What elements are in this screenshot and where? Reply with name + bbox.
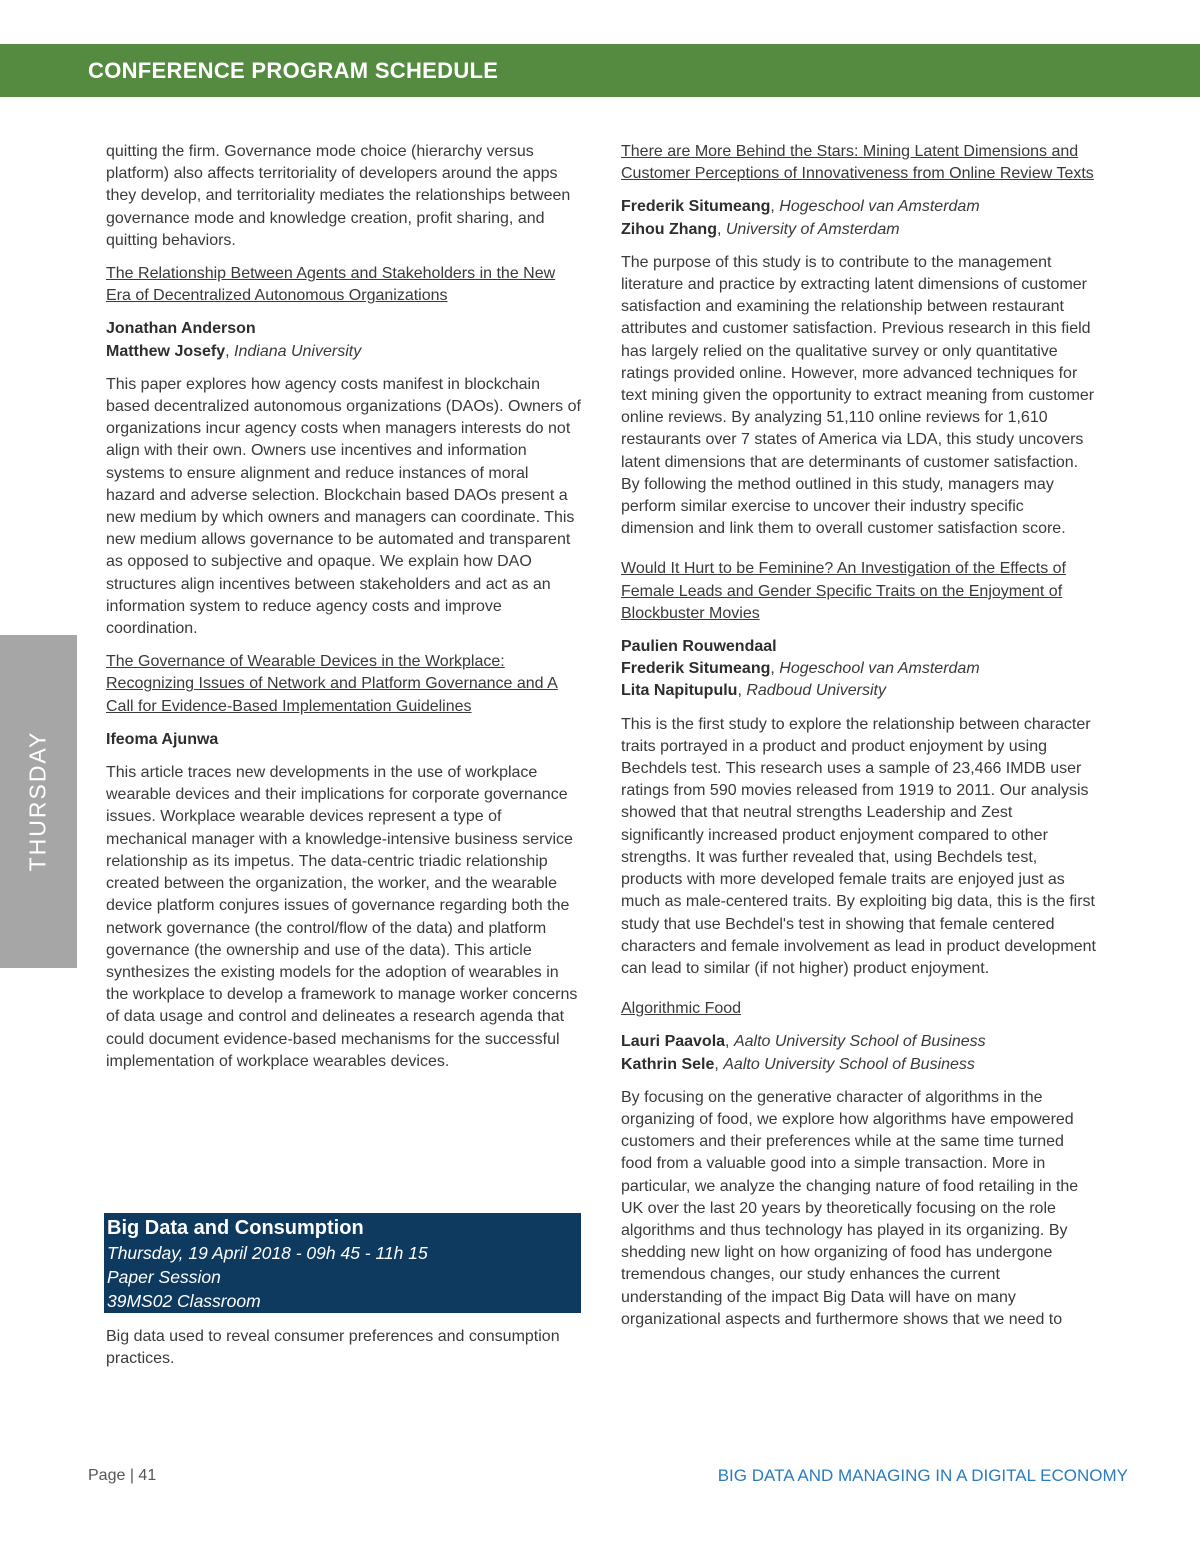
author-affiliation: Aalto University School of Business: [723, 1055, 975, 1073]
author-line: Frederik Situmeang, Hogeschool van Amsterdam: [621, 660, 980, 678]
header-bar: [0, 44, 1200, 97]
author-name: Frederik Situmeang: [621, 660, 771, 678]
author-name: Zihou Zhang: [621, 220, 717, 238]
page-number: Page | 41: [88, 1467, 157, 1484]
day-side-tab: [0, 635, 77, 968]
paper-entry: [106, 263, 581, 640]
paper-abstract: This article traces new developments in the use of workplace wearable devices and their implications for corporate governance issues. Workplace wearable devices represent a type of mechanical manager with a knowledge-intensive business service relationship as its impetus. The data-centric triadic relationship created between the organization, the worker, and the wearable device platform conjures issues of governance regarding both the network governance (the control/flow of the data) and platform governance (the ownership and use of the data). This article synthesizes the existing models for the adoption of wearables in the workplace to develop a framework to manage worker concerns of data usage and control and delineates a research agenda that could document evidence-based mechanisms for the successful implementation of workplace wearables devices.: [106, 764, 578, 1070]
session-header-box: [104, 1213, 581, 1313]
footer-brand: BIG DATA AND MANAGING IN A DIGITAL ECONOMY: [717, 1466, 1128, 1485]
page-header-title: CONFERENCE PROGRAM SCHEDULE: [88, 58, 499, 83]
author-line: [106, 729, 581, 751]
author-name: Frederik Situmeang: [621, 198, 771, 216]
paper-authors: [621, 196, 1097, 240]
paper-title: The Relationship Between Agents and Stakeholders in the New Era of Decentralized Autonomous Organizations: [106, 265, 556, 305]
author-name: Matthew Josefy: [106, 342, 226, 360]
author-affiliation: Radboud University: [746, 682, 886, 700]
session-datetime: Thursday, 19 April 2018 - 09h 45 - 11h 15: [107, 1243, 428, 1263]
paper-entry: [106, 651, 581, 1073]
right-column: [621, 141, 1097, 1342]
continued-abstract: quitting the firm. Governance mode choice (hierarchy versus platform) also affects territoriality of developers around the apps they develop, and territoriality mediates the relationships between governance mode and knowledge creation, profit sharing, and quitting behaviors.: [106, 143, 571, 249]
author-affiliation: Indiana University: [234, 342, 362, 360]
paper-abstract: This is the first study to explore the relationship between character traits portrayed in a product and product enjoyment by using Bechdels test. This research uses a sample of 23,466 IMDB user ratings from 590 movies released from 1919 to 2011. Our analysis showed that that neutral strengths Leadership and Zest significantly increased product enjoyment compared to other strengths. It was further revealed that, using Bechdels test, products with more developed female traits are enjoyed just as much as male-centered traits. By exploiting big data, this is the first study that use Bechdel's test in showing that female centered characters and female involvement as lead in product development can lead to similar (if not higher) product enjoyment.: [621, 715, 1096, 977]
paper-authors: [106, 729, 581, 751]
paper-entry: [621, 558, 1097, 980]
author-name: Ifeoma Ajunwa: [106, 730, 219, 748]
author-line: [106, 318, 581, 340]
paper-entry: [621, 141, 1097, 540]
author-line: Kathrin Sele, Aalto University School of Business: [621, 1055, 975, 1073]
paper-abstract: This paper explores how agency costs manifest in blockchain based decentralized autonomous organizations (DAOs). Owners of organizations incur agency costs when managers interests do not align with their own. Owners use incentives and information systems to ensure alignment and reduce instances of moral hazard and adverse selection. Blockchain based DAOs present a new medium by which owners and managers can coordinate. This new medium allows governance to be automated and transparent as opposed to subjective and opaque. We explain how DAO structures align incentives between stakeholders and act as an information system to reduce agency costs and improve coordination.: [106, 375, 581, 638]
paper-entry: [621, 998, 1097, 1331]
author-line: Frederik Situmeang, Hogeschool van Amsterdam: [621, 198, 980, 216]
paper-title: Would It Hurt to be Feminine? An Investigation of the Effects of Female Leads and Gender Specific Traits on the Enjoyment of Blockbuster Movies: [621, 560, 1066, 622]
author-name: Kathrin Sele: [621, 1055, 715, 1073]
author-name: Jonathan Anderson: [106, 320, 256, 338]
session-title: Big Data and Consumption: [107, 1217, 364, 1239]
day-side-tab-label: THURSDAY: [24, 730, 51, 872]
author-affiliation: Hogeschool van Amsterdam: [779, 198, 980, 216]
paper-authors: [621, 636, 1097, 703]
author-line: [621, 636, 1097, 658]
author-line: Lauri Paavola, Aalto University School of Business: [621, 1033, 986, 1051]
session-description: Big data used to reveal consumer preferences and consumption practices.: [106, 1328, 560, 1368]
author-line: Zihou Zhang, University of Amsterdam: [621, 220, 900, 238]
author-affiliation: University of Amsterdam: [725, 220, 900, 238]
author-name: Lita Napitupulu: [621, 682, 738, 700]
author-affiliation: Hogeschool van Amsterdam: [779, 660, 980, 678]
session-room: 39MS02 Classroom: [107, 1291, 261, 1311]
paper-title: Algorithmic Food: [621, 1000, 742, 1018]
paper-abstract: By focusing on the generative character of algorithms in the organizing of food, we explore how algorithms have empowered customers and their preferences while at the same time turned food from a valuable good into a simple transaction. More in particular, we analyze the changing nature of food retailing in the UK over the last 20 years by theoretically focusing on the role algorithms and thus technology has played in its organizing. By shedding new light on how organizing of food has undergone tremendous changes, our study enhances the current understanding of the impact Big Data will have on many organizational aspects and furthermore shows that we need to: [621, 1088, 1079, 1328]
session-type: Paper Session: [107, 1267, 221, 1287]
author-line: Lita Napitupulu, Radboud University: [621, 682, 886, 700]
paper-authors: [106, 318, 581, 362]
author-name: Paulien Rouwendaal: [621, 638, 777, 656]
paper-title: There are More Behind the Stars: Mining Latent Dimensions and Customer Perceptions of Innovativeness from Online Review Texts: [621, 143, 1094, 183]
author-name: Lauri Paavola: [621, 1033, 726, 1051]
paper-title: The Governance of Wearable Devices in the Workplace: Recognizing Issues of Network and Platform Governance and A Call for Evidence-Based Implementation Guidelines: [106, 653, 558, 715]
paper-authors: [621, 1031, 1097, 1075]
left-column: [106, 141, 581, 1084]
paper-abstract: The purpose of this study is to contribute to the management literature and practice by extracting latent dimensions of customer satisfaction and examining the relationship between restaurant attributes and customer satisfaction. Previous research in this field has largely relied on the qualitative survey or only quantitative ratings provided online. However, more advanced techniques for text mining given the opportunity to extract meaning from customer online reviews. By analyzing 51,110 online reviews for 1,610 restaurants over 7 states of America via LDA, this study uncovers latent dimensions that are determinants of customer satisfaction. By following the method outlined in this study, managers may perform similar exercise to uncover their industry specific dimension and link them to overall customer satisfaction score.: [621, 253, 1095, 538]
author-affiliation: Aalto University School of Business: [733, 1033, 986, 1051]
author-line: Matthew Josefy, Indiana University: [106, 342, 362, 360]
